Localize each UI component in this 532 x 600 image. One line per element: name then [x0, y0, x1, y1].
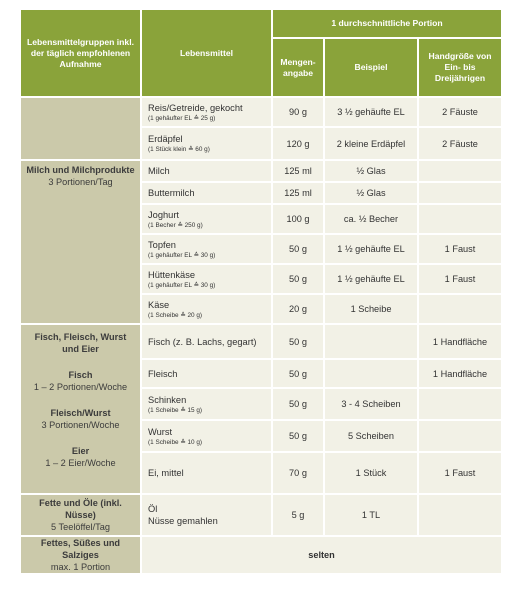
hand-size: 1 Faust	[419, 235, 501, 263]
header-row-1	[21, 10, 501, 37]
example: ½ Glas	[325, 161, 417, 181]
amount: 70 g	[273, 453, 323, 493]
hand-size	[419, 161, 501, 181]
amount: 50 g	[273, 360, 323, 387]
hand-size: 2 Fäuste	[419, 128, 501, 159]
food-name: Hüttenkäse	[148, 269, 196, 280]
example: 2 kleine Erdäpfel	[325, 128, 417, 159]
hand-size: 2 Fäuste	[419, 98, 501, 126]
group-title: Milch und Milchprodukte	[26, 165, 135, 175]
food-note: (1 Scheibe ≙ 15 g)	[148, 406, 203, 414]
example: ca. ½ Becher	[325, 205, 417, 233]
example: 1 ½ gehäufte EL	[325, 265, 417, 293]
nutrition-table-wrapper	[19, 8, 503, 575]
food-name: Reis/Getreide, gekocht	[148, 102, 243, 113]
food-note: (1 Scheibe ≙ 10 g)	[148, 438, 203, 446]
food-name: Buttermilch	[148, 188, 195, 198]
header-portion-group: 1 durchschnittliche Portion	[273, 10, 501, 37]
food-name: Fisch (z. B. Lachs, gegart)	[148, 336, 257, 347]
table-row	[21, 495, 501, 535]
food-note: (1 Scheibe ≙ 20 g)	[148, 311, 203, 319]
amount: 50 g	[273, 265, 323, 293]
hand-size	[419, 495, 501, 535]
example: 3 - 4 Scheiben	[325, 389, 417, 419]
sweets-frequency: selten	[142, 537, 501, 573]
hand-size	[419, 421, 501, 451]
amount: 50 g	[273, 235, 323, 263]
group-milk	[21, 161, 140, 323]
group-amount: 1 – 2 Eier/Woche	[45, 458, 116, 468]
group-amount: max. 1 Portion	[50, 562, 111, 572]
amount: 125 ml	[273, 183, 323, 203]
amount: 120 g	[273, 128, 323, 159]
food-name: Milch	[148, 166, 170, 176]
hand-size: 1 Faust	[419, 453, 501, 493]
amount: 5 g	[273, 495, 323, 535]
table-row	[21, 161, 501, 181]
example: 5 Scheiben	[325, 421, 417, 451]
example: ½ Glas	[325, 183, 417, 203]
food-note: (1 gehäufter EL ≙ 30 g)	[148, 281, 216, 289]
hand-size	[419, 389, 501, 419]
hand-size: 1 Faust	[419, 265, 501, 293]
food-note: (1 gehäufter EL ≙ 30 g)	[148, 251, 216, 259]
table-row	[21, 537, 501, 573]
group-title: Fisch, Fleisch, Wurst und Eier	[34, 332, 127, 354]
amount: 125 ml	[273, 161, 323, 181]
portion-table	[19, 8, 503, 575]
example: 1 Stück	[325, 453, 417, 493]
amount: 50 g	[273, 421, 323, 451]
header-hand-size: Handgröße von Ein- bis Dreijährigen	[419, 39, 501, 96]
group-amount: 5 Teelöffel/Tag	[51, 522, 110, 532]
amount: 50 g	[273, 389, 323, 419]
group-title: Fette und Öle (inkl. Nüsse)	[39, 498, 122, 520]
food-name: Nüsse gemahlen	[148, 516, 218, 526]
group-fish-meat-eggs	[21, 325, 140, 493]
food-note: (1 gehäufter EL ≙ 25 g)	[148, 114, 216, 122]
table-row	[21, 325, 501, 358]
header-example: Beispiel	[325, 39, 417, 96]
food-name: Schinken	[148, 394, 187, 405]
group-title: Fleisch/Wurst	[50, 408, 111, 418]
group-grains	[21, 98, 140, 159]
amount: 90 g	[273, 98, 323, 126]
hand-size: 1 Handfläche	[419, 360, 501, 387]
group-amount: 1 – 2 Portionen/Woche	[33, 382, 128, 392]
example: 1 ½ gehäufte EL	[325, 235, 417, 263]
group-title: Fettes, Süßes und Salziges	[40, 538, 121, 560]
hand-size	[419, 183, 501, 203]
table-row	[21, 98, 501, 126]
group-sweets	[21, 537, 140, 573]
food-name: Erdäpfel	[148, 134, 183, 144]
food-note: (1 Becher ≙ 250 g)	[148, 221, 203, 229]
group-amount: 3 Portionen/Woche	[41, 420, 120, 430]
hand-size: 1 Handfläche	[419, 325, 501, 358]
hand-size	[419, 205, 501, 233]
food-name: Käse	[148, 299, 170, 310]
amount: 20 g	[273, 295, 323, 323]
food-name: Öl	[148, 504, 158, 514]
amount: 100 g	[273, 205, 323, 233]
header-food-group: Lebensmittelgruppen inkl. der täglich empfohlenen Aufnahme	[21, 10, 140, 96]
food-name: Topfen	[148, 239, 176, 250]
example: 1 Scheibe	[325, 295, 417, 323]
example	[325, 360, 417, 387]
header-amount: Mengen-angabe	[273, 39, 323, 96]
food-name: Wurst	[148, 426, 173, 437]
group-amount: 3 Portionen/Tag	[48, 177, 113, 187]
group-title: Fisch	[68, 370, 93, 380]
food-name: Fleisch	[148, 368, 178, 379]
food-note: (1 Stück klein ≙ 60 g)	[148, 146, 210, 153]
food-name: Joghurt	[148, 209, 180, 220]
example: 1 TL	[325, 495, 417, 535]
food-name: Ei, mittel	[148, 468, 184, 478]
hand-size	[419, 295, 501, 323]
group-title: Eier	[71, 446, 90, 456]
example: 3 ½ gehäufte EL	[325, 98, 417, 126]
amount: 50 g	[273, 325, 323, 358]
group-fats	[21, 495, 140, 535]
example	[325, 325, 417, 358]
header-food: Lebensmittel	[142, 10, 271, 96]
